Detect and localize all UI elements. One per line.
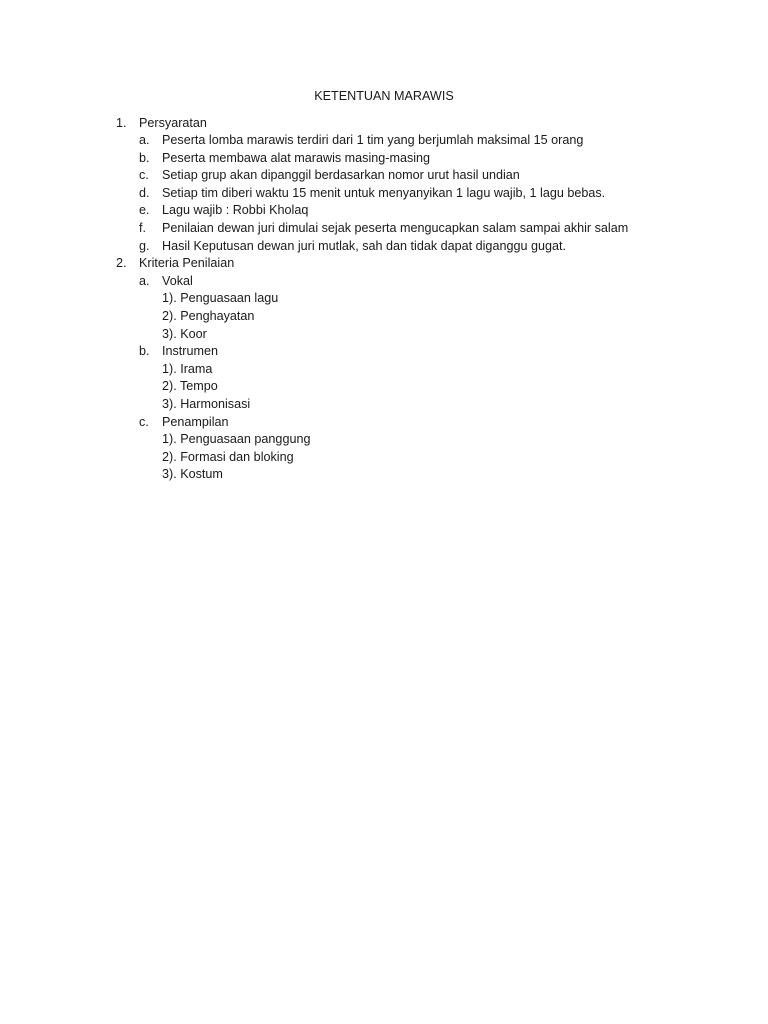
list-item bbox=[0, 220, 768, 238]
item-text: Instrumen bbox=[162, 344, 218, 359]
criteria-item-penampilan bbox=[0, 414, 768, 432]
section-number: 2. bbox=[116, 256, 127, 271]
sub-item-text: 3). Kostum bbox=[162, 467, 223, 482]
item-text: Peserta membawa alat marawis masing-masing bbox=[162, 150, 431, 165]
rules-list bbox=[0, 115, 768, 484]
item-text: Penampilan bbox=[162, 414, 229, 429]
item-text: Penilaian dewan juri dimulai sejak peserta mengucapkan salam sampai akhir salam bbox=[162, 221, 629, 236]
list-item bbox=[0, 167, 768, 185]
sub-item-text: 2). Penghayatan bbox=[162, 309, 255, 324]
section-kriteria-penilaian bbox=[0, 255, 768, 273]
sub-item-text: 1). Penguasaan lagu bbox=[162, 291, 279, 306]
list-item bbox=[0, 150, 768, 168]
item-marker: b. bbox=[139, 344, 150, 359]
item-text: Setiap grup akan dipanggil berdasarkan nomor urut hasil undian bbox=[162, 168, 520, 183]
sub-item-text: 3). Koor bbox=[162, 326, 207, 341]
item-text: Vokal bbox=[162, 273, 193, 288]
item-marker: f. bbox=[139, 221, 146, 236]
sub-item bbox=[0, 326, 768, 344]
section-label: Persyaratan bbox=[139, 115, 207, 130]
sub-item-text: 2). Tempo bbox=[162, 379, 218, 394]
list-item bbox=[0, 238, 768, 256]
item-marker: c. bbox=[139, 414, 149, 429]
item-marker: a. bbox=[139, 273, 150, 288]
sub-item bbox=[0, 396, 768, 414]
section-persyaratan bbox=[0, 115, 768, 133]
sub-item-text: 1). Penguasaan panggung bbox=[162, 432, 311, 447]
sub-item-text: 1). Irama bbox=[162, 361, 213, 376]
list-item bbox=[0, 202, 768, 220]
document-title: KETENTUAN MARAWIS bbox=[314, 89, 454, 103]
sub-item bbox=[0, 466, 768, 484]
section-number: 1. bbox=[116, 115, 127, 130]
sub-item bbox=[0, 361, 768, 379]
item-text: Hasil Keputusan dewan juri mutlak, sah dan tidak dapat diganggu gugat. bbox=[162, 238, 566, 253]
item-marker: b. bbox=[139, 150, 150, 165]
item-marker: d. bbox=[139, 185, 150, 200]
list-item bbox=[0, 185, 768, 203]
item-text: Setiap tim diberi waktu 15 menit untuk menyanyikan 1 lagu wajib, 1 lagu bebas. bbox=[162, 185, 606, 200]
item-text: Lagu wajib : Robbi Kholaq bbox=[162, 203, 309, 218]
item-text: Peserta lomba marawis terdiri dari 1 tim yang berjumlah maksimal 15 orang bbox=[162, 133, 584, 148]
item-marker: a. bbox=[139, 133, 150, 148]
item-marker: c. bbox=[139, 168, 149, 183]
criteria-item-instrumen bbox=[0, 343, 768, 361]
section-label: Kriteria Penilaian bbox=[139, 256, 235, 271]
sub-item bbox=[0, 449, 768, 467]
sub-item-text: 2). Formasi dan bloking bbox=[162, 449, 294, 464]
criteria-item-vokal bbox=[0, 273, 768, 291]
item-marker: g. bbox=[139, 238, 150, 253]
sub-item bbox=[0, 290, 768, 308]
list-item bbox=[0, 132, 768, 150]
item-marker: e. bbox=[139, 203, 150, 218]
sub-item bbox=[0, 378, 768, 396]
sub-item bbox=[0, 308, 768, 326]
sub-item-text: 3). Harmonisasi bbox=[162, 397, 251, 411]
sub-item bbox=[0, 431, 768, 449]
